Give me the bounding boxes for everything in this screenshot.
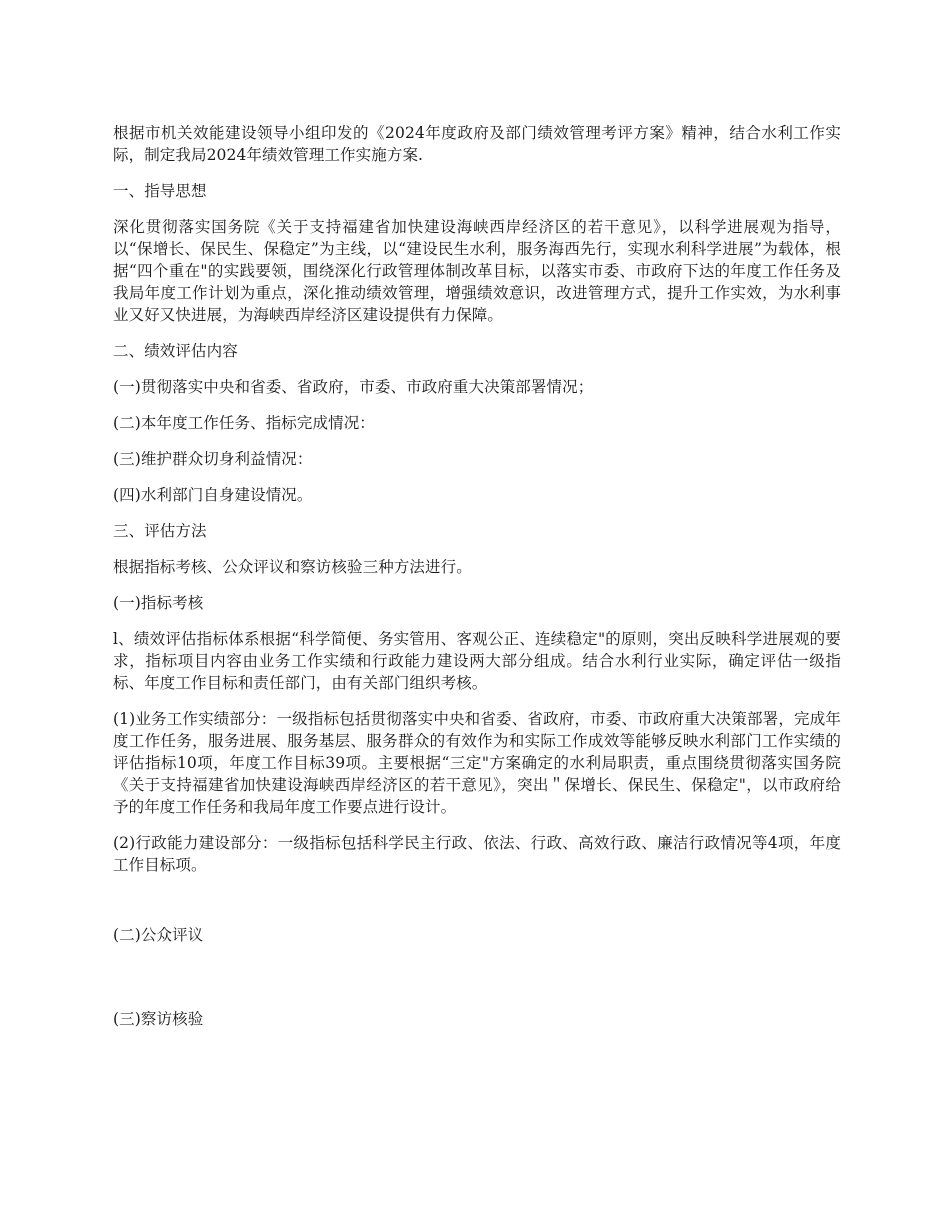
administrative-capacity-paragraph: (2)行政能力建设部分：一级指标包括科学民主行政、依法、行政、高效行政、廉洁行政情况等4项，年度工作目标项。 xyxy=(113,834,841,874)
content-item-3: (三)维护群众切身利益情况： xyxy=(113,450,313,468)
content-item-1: (一)贯彻落实中央和省委、省政府，市委、市政府重大决策部署情况； xyxy=(113,378,594,396)
document-page xyxy=(113,122,841,1044)
section-heading-evaluation-method: 三、评估方法 xyxy=(113,522,207,540)
section-heading-evaluation-content: 二、绩效评估内容 xyxy=(113,342,238,360)
blank-space xyxy=(113,890,841,924)
intro-paragraph: 根据市机关效能建设领导小组印发的《2024年度政府及部门绩效管理考评方案》精神，结合水利工作实际，制定我局2024年绩效管理工作实施方案. xyxy=(113,124,841,164)
content-item-4: (四)水利部门自身建设情况。 xyxy=(113,486,313,504)
guiding-ideology-paragraph: 深化贯彻落实国务院《关于支持福建省加快建设海峡西岸经济区的若干意见》，以科学进展观为指导，以“保增长、保民生、保稳定”为主线，以“建设民生水利，服务海西先行，实现水利科学进展”为载体，根据“四个重在"的实践要领，围绕深化行政管理体制改革目标，以落实市委、市政府下达的年度工作任务及我局年度工作计划为重点，深化推动绩效管理，增强绩效意识，改进管理方式，提升工作实效，为水利事业又好又快进展，为海峡西岸经济区建设提供有力保障。 xyxy=(113,218,841,324)
subheading-inspection-verification: (三)察访核验 xyxy=(113,1010,204,1028)
method-summary-paragraph: 根据指标考核、公众评议和察访核验三种方法进行。 xyxy=(113,558,472,576)
subheading-public-review: (二)公众评议 xyxy=(113,926,204,944)
subheading-indicator-assessment: (一)指标考核 xyxy=(113,594,204,612)
content-item-2: (二)本年度工作任务、指标完成情况： xyxy=(113,414,375,432)
section-heading-guiding-ideology: 一、指导思想 xyxy=(113,182,207,200)
blank-space xyxy=(113,960,841,1008)
business-performance-paragraph: (1)业务工作实绩部分：一级指标包括贯彻落实中央和省委、省政府，市委、市政府重大决策部署，完成年度工作任务，服务进展、服务基层、服务群众的有效作为和实际工作成效等能够反映水利部门工作实绩的评估指标10项，年度工作目标39项。主要根据“三定"方案确定的水利局职责，重点围绕贯彻落实国务院《关于支持福建省加快建设海峡西岸经济区的若干意见》，突出＂保增长、保民生、保稳定"，以市政府给予的年度工作任务和我局年度工作要点进行设计。 xyxy=(113,710,841,816)
indicator-system-paragraph: l、绩效评估指标体系根据“科学简便、务实管用、客观公正、连续稳定"的原则，突出反映科学进展观的要求，指标项目内容由业务工作实绩和行政能力建设两大部分组成。结合水利行业实际，确定评估一级指标、年度工作目标和责任部门，由有关部门组织考核。 xyxy=(113,630,841,692)
